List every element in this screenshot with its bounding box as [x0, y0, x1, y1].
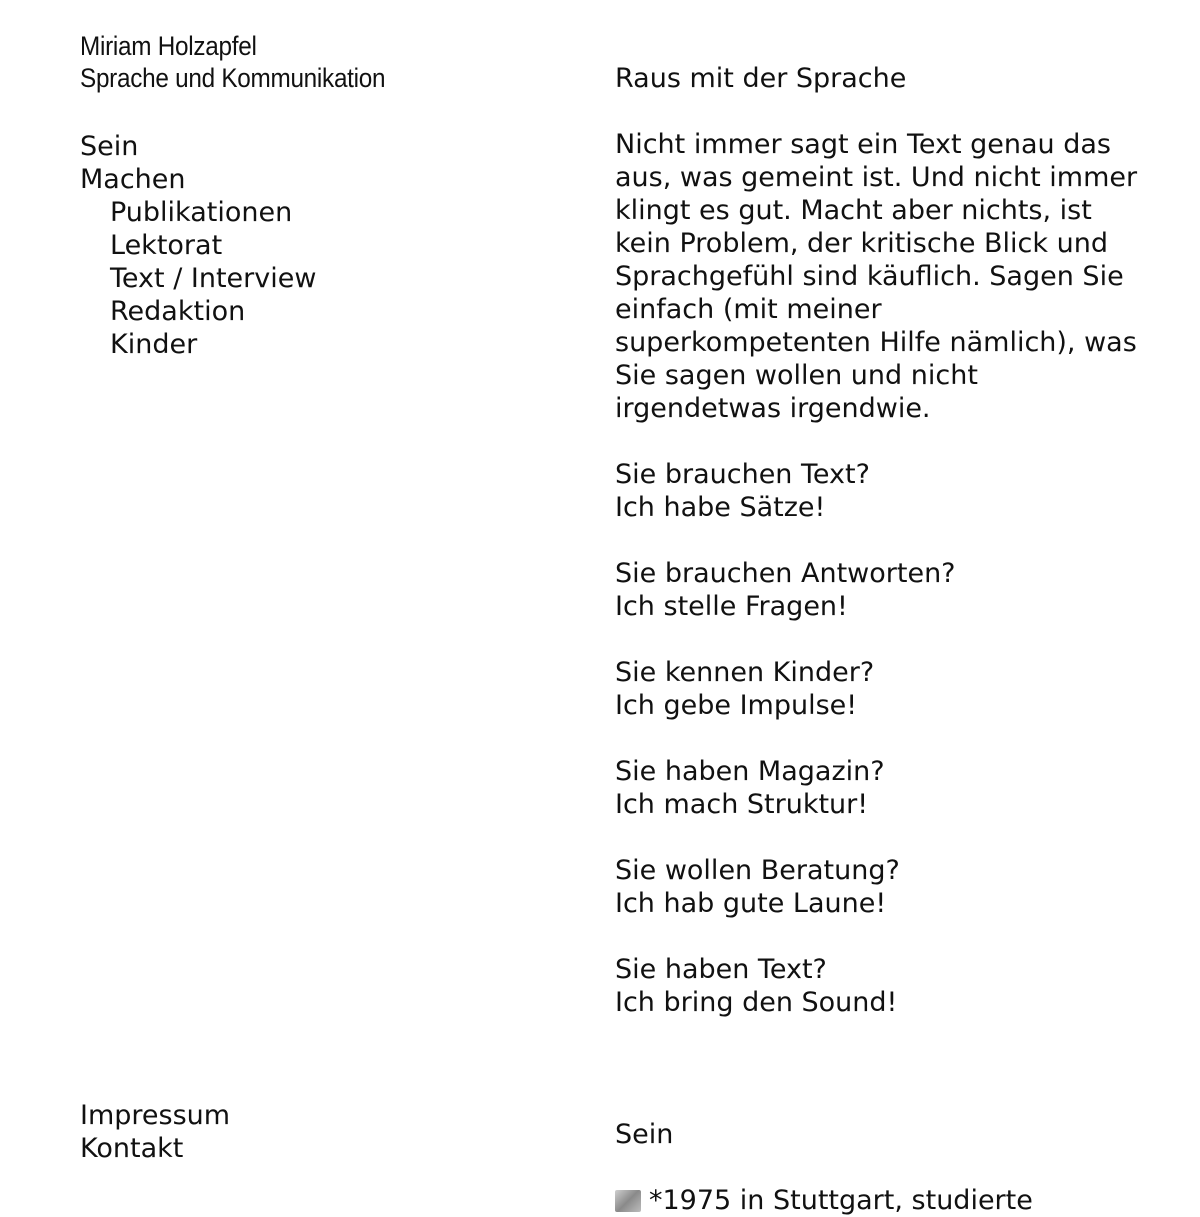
- footer-link-impressum[interactable]: Impressum: [80, 1100, 231, 1131]
- sein-section: [615, 1118, 1175, 1217]
- qa-answer: Ich gebe Impulse!: [615, 690, 858, 721]
- qa-question: Sie brauchen Antworten?: [615, 558, 956, 589]
- qa-pair: [615, 755, 1175, 821]
- qa-answer: Ich mach Struktur!: [615, 789, 869, 820]
- qa-question: Sie kennen Kinder?: [615, 657, 875, 688]
- qa-answer: Ich stelle Fragen!: [615, 591, 848, 622]
- site-tagline: Sprache und Kommunikation: [80, 63, 386, 93]
- nav-item-publikationen[interactable]: Publikationen: [110, 197, 293, 228]
- qa-answer: Ich habe Sätze!: [615, 492, 826, 523]
- intro-paragraph: Nicht immer sagt ein Text genau das aus, was gemeint ist. Und nicht immer klingt es gut. Macht aber nichts, ist kein Problem, der kritische Blick und Sprachgefühl sind käuflich. Sagen Sie einfach (mit meiner superkompetenten Hilfe nämlich), was Sie sagen wollen und nicht irgendetwas irgendwie.: [615, 129, 1138, 424]
- footer-link-kontakt[interactable]: Kontakt: [80, 1133, 184, 1164]
- main-nav: [80, 130, 560, 361]
- site-title[interactable]: [80, 30, 512, 94]
- qa-question: Sie brauchen Text?: [615, 459, 870, 490]
- qa-question: Sie haben Magazin?: [615, 756, 885, 787]
- qa-question: Sie wollen Beratung?: [615, 855, 900, 886]
- section-title: Raus mit der Sprache: [615, 63, 907, 94]
- sein-title: Sein: [615, 1119, 674, 1150]
- qa-pair: [615, 656, 1175, 722]
- main-content: [615, 62, 1175, 1019]
- nav-item-sein[interactable]: Sein: [80, 131, 139, 162]
- qa-answer: Ich bring den Sound!: [615, 987, 898, 1018]
- qa-pair: [615, 557, 1175, 623]
- sidebar: [80, 30, 560, 361]
- qa-pair: [615, 854, 1175, 920]
- site-name: Miriam Holzapfel: [80, 31, 257, 61]
- nav-item-kinder[interactable]: Kinder: [110, 329, 198, 360]
- portrait-thumbnail[interactable]: [615, 1190, 641, 1212]
- qa-answer: Ich hab gute Laune!: [615, 888, 887, 919]
- nav-item-redaktion[interactable]: Redaktion: [110, 296, 246, 327]
- nav-item-text-interview[interactable]: Text / Interview: [110, 263, 317, 294]
- nav-item-machen[interactable]: Machen: [80, 164, 186, 195]
- nav-item-lektorat[interactable]: Lektorat: [110, 230, 223, 261]
- bio-start: *1975 in Stuttgart, studierte: [649, 1185, 1033, 1216]
- qa-question: Sie haben Text?: [615, 954, 827, 985]
- qa-pair: [615, 953, 1175, 1019]
- qa-pair: [615, 458, 1175, 524]
- footer-nav: [80, 1099, 230, 1165]
- bio-text: [615, 1184, 1175, 1217]
